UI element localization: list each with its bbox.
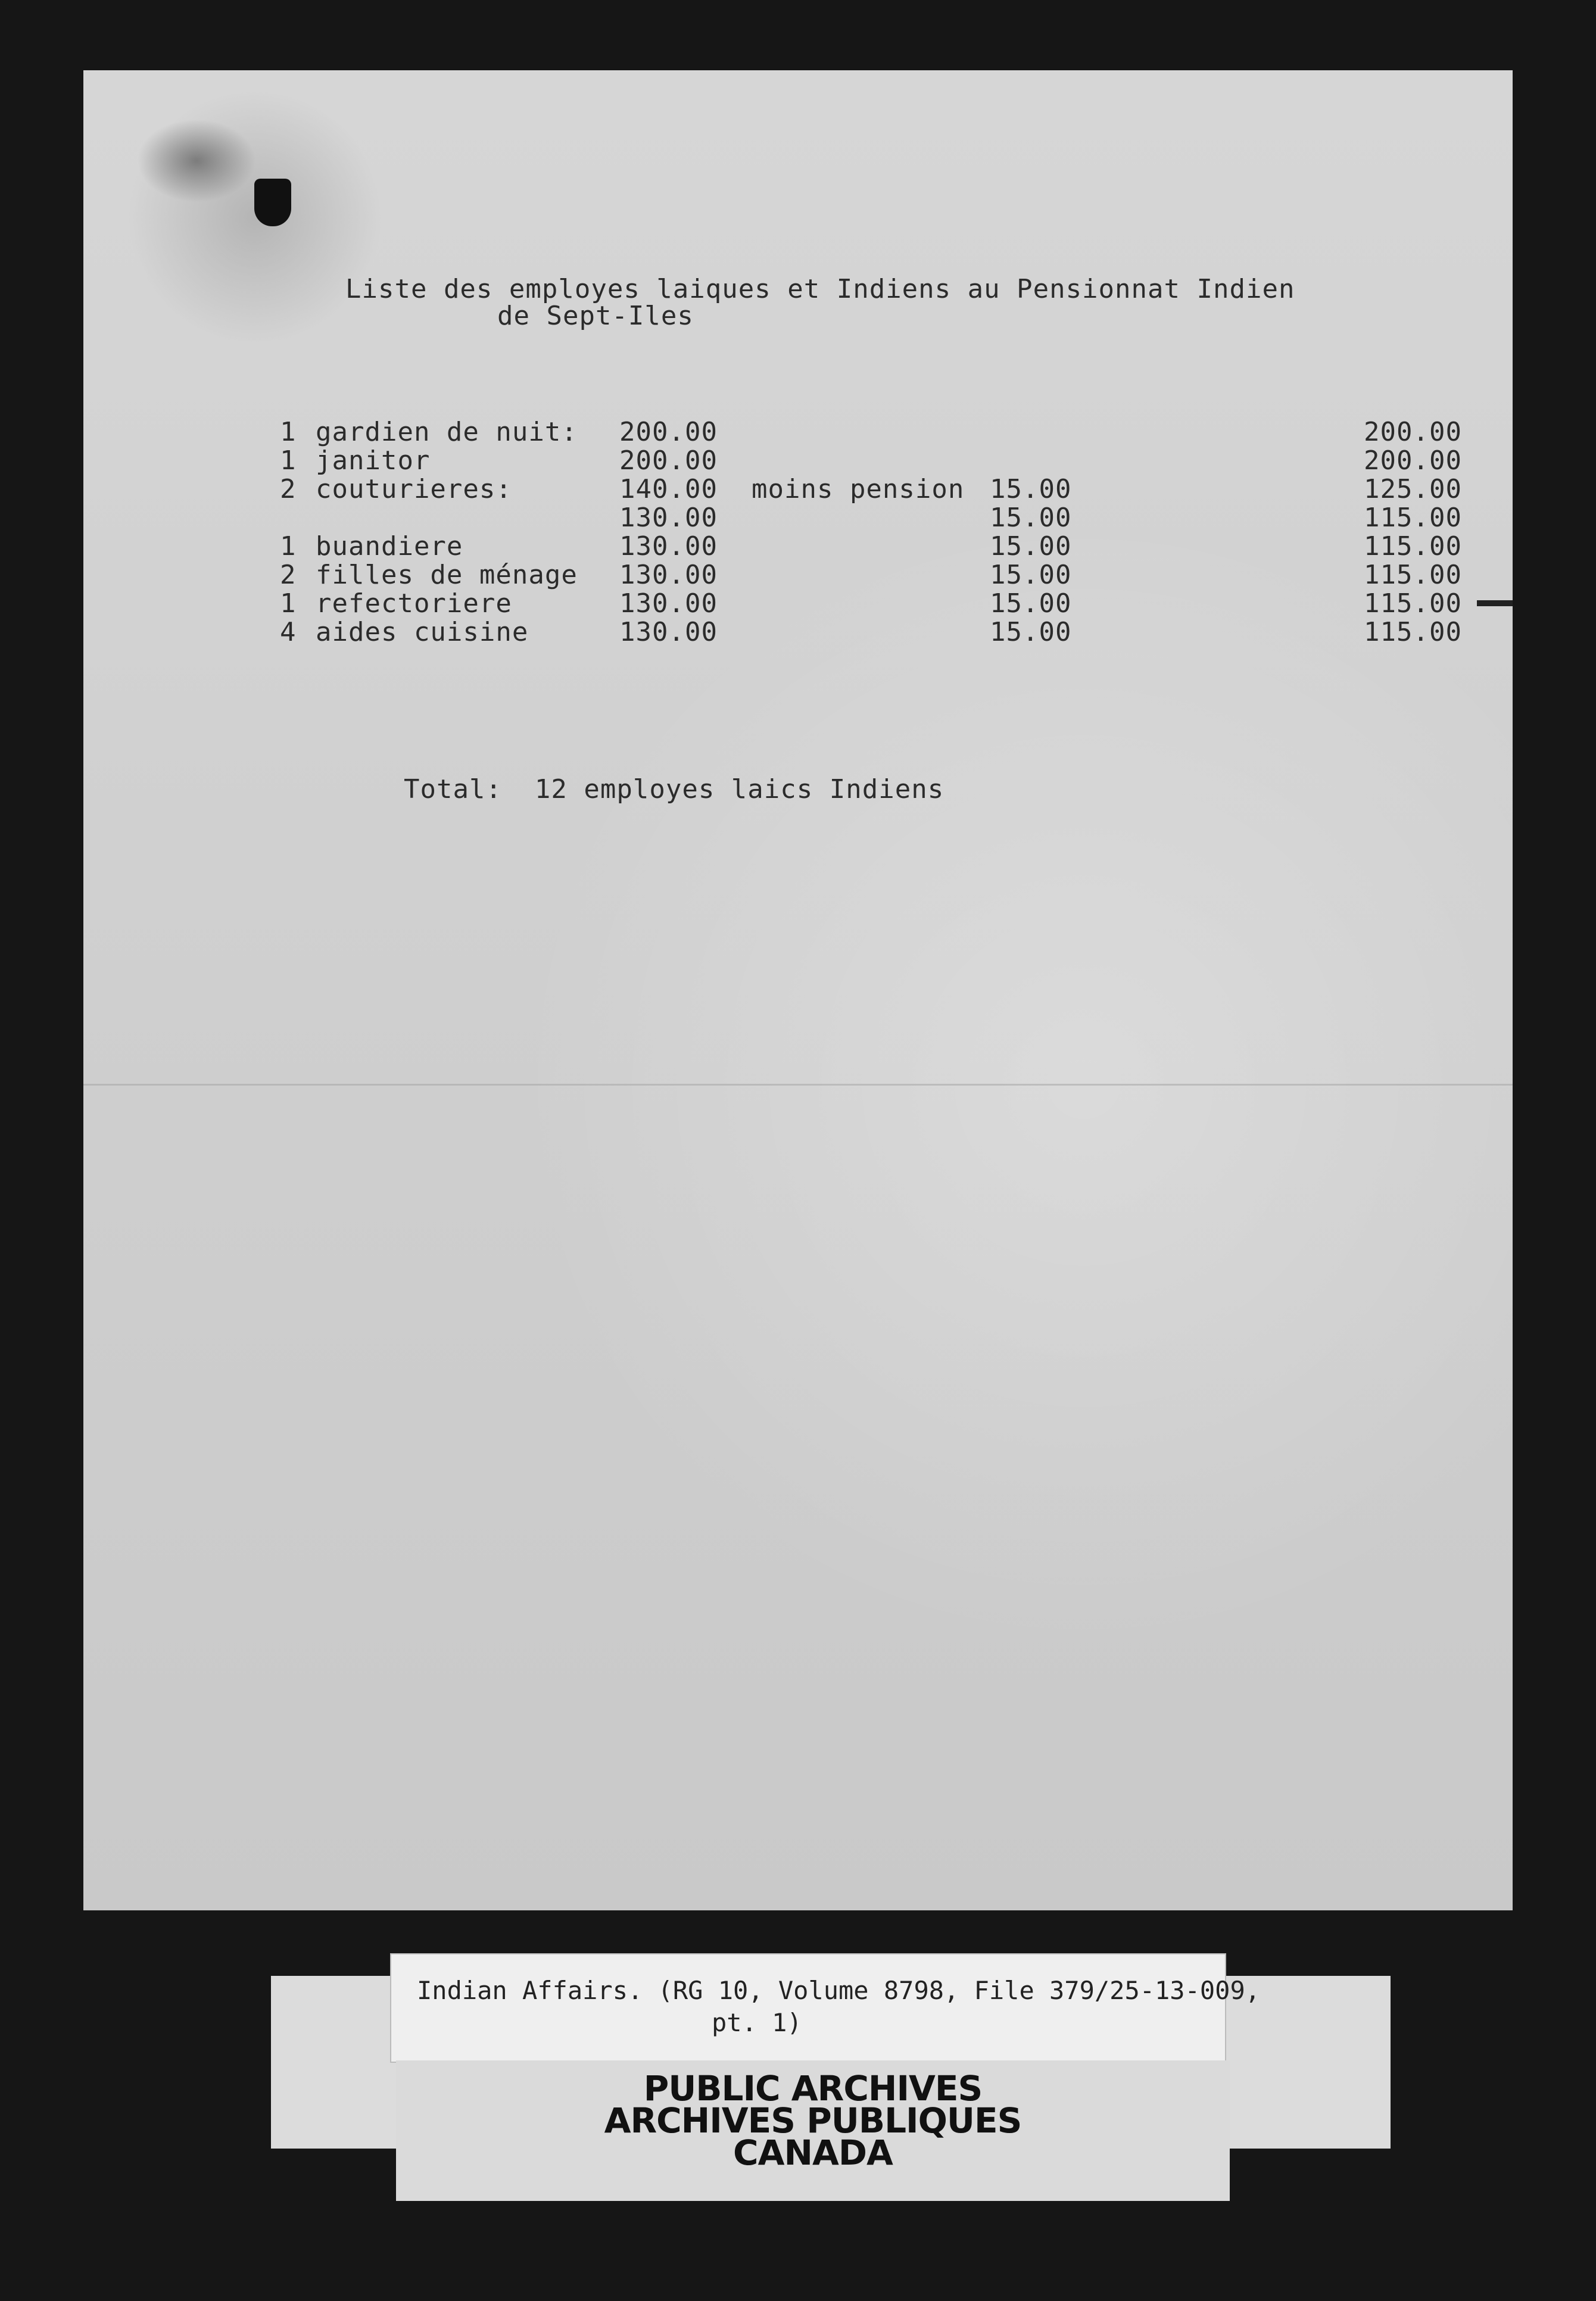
- archive-reference-line2: pt. 1): [712, 2008, 802, 2037]
- row-salary: 130.00: [619, 617, 718, 647]
- row-deduction: 15.00: [990, 474, 1072, 504]
- row-net: 115.00: [1364, 503, 1462, 533]
- page-fold-line: [83, 1084, 1513, 1086]
- document-page: [83, 70, 1513, 1910]
- edge-mark: [1477, 600, 1513, 606]
- stamp-line3: CANADA: [733, 2132, 893, 2173]
- row-deduction: 15.00: [990, 617, 1072, 647]
- row-salary: 130.00: [619, 531, 718, 562]
- row-deduction-label: moins pension: [752, 474, 965, 504]
- row-salary: 130.00: [619, 503, 718, 533]
- row-salary: 130.00: [619, 560, 718, 590]
- punch-hole: [254, 179, 291, 226]
- row-net: 115.00: [1364, 560, 1462, 590]
- document-title: Liste des employes laiques et Indiens au Pensionnat Indien: [345, 274, 1295, 304]
- row-position: refectoriere: [316, 588, 512, 619]
- stamp-line1: PUBLIC ARCHIVES: [643, 2068, 983, 2109]
- row-quantity: 1: [280, 417, 297, 447]
- row-deduction: 15.00: [990, 503, 1072, 533]
- stamp-line2: ARCHIVES PUBLIQUES: [604, 2100, 1022, 2141]
- row-quantity: 2: [280, 474, 297, 504]
- row-quantity: 1: [280, 588, 297, 619]
- row-salary: 200.00: [619, 417, 718, 447]
- row-quantity: 1: [280, 531, 297, 562]
- row-net: 115.00: [1364, 588, 1462, 619]
- row-net: 125.00: [1364, 474, 1462, 504]
- row-quantity: 2: [280, 560, 297, 590]
- row-position: buandiere: [316, 531, 463, 562]
- row-quantity: 1: [280, 445, 297, 476]
- row-position: gardien de nuit:: [316, 417, 578, 447]
- row-position: filles de ménage: [316, 560, 578, 590]
- row-quantity: 4: [280, 617, 297, 647]
- row-salary: 200.00: [619, 445, 718, 476]
- row-deduction: 15.00: [990, 588, 1072, 619]
- row-net: 115.00: [1364, 531, 1462, 562]
- row-net: 115.00: [1364, 617, 1462, 647]
- row-net: 200.00: [1364, 417, 1462, 447]
- row-position: janitor: [316, 445, 431, 476]
- row-deduction: 15.00: [990, 531, 1072, 562]
- archive-reference-label: [390, 1953, 1226, 2063]
- row-salary: 130.00: [619, 588, 718, 619]
- stain-mark: [137, 119, 256, 202]
- document-subtitle: de Sept-Iles: [497, 301, 694, 331]
- row-salary: 140.00: [619, 474, 718, 504]
- row-position: aides cuisine: [316, 617, 529, 647]
- row-net: 200.00: [1364, 445, 1462, 476]
- total-line: Total: 12 employes laics Indiens: [404, 774, 944, 805]
- row-deduction: 15.00: [990, 560, 1072, 590]
- row-position: couturieres:: [316, 474, 512, 504]
- archive-reference-line1: Indian Affairs. (RG 10, Volume 8798, File 379/25-13-009,: [417, 1976, 1261, 2005]
